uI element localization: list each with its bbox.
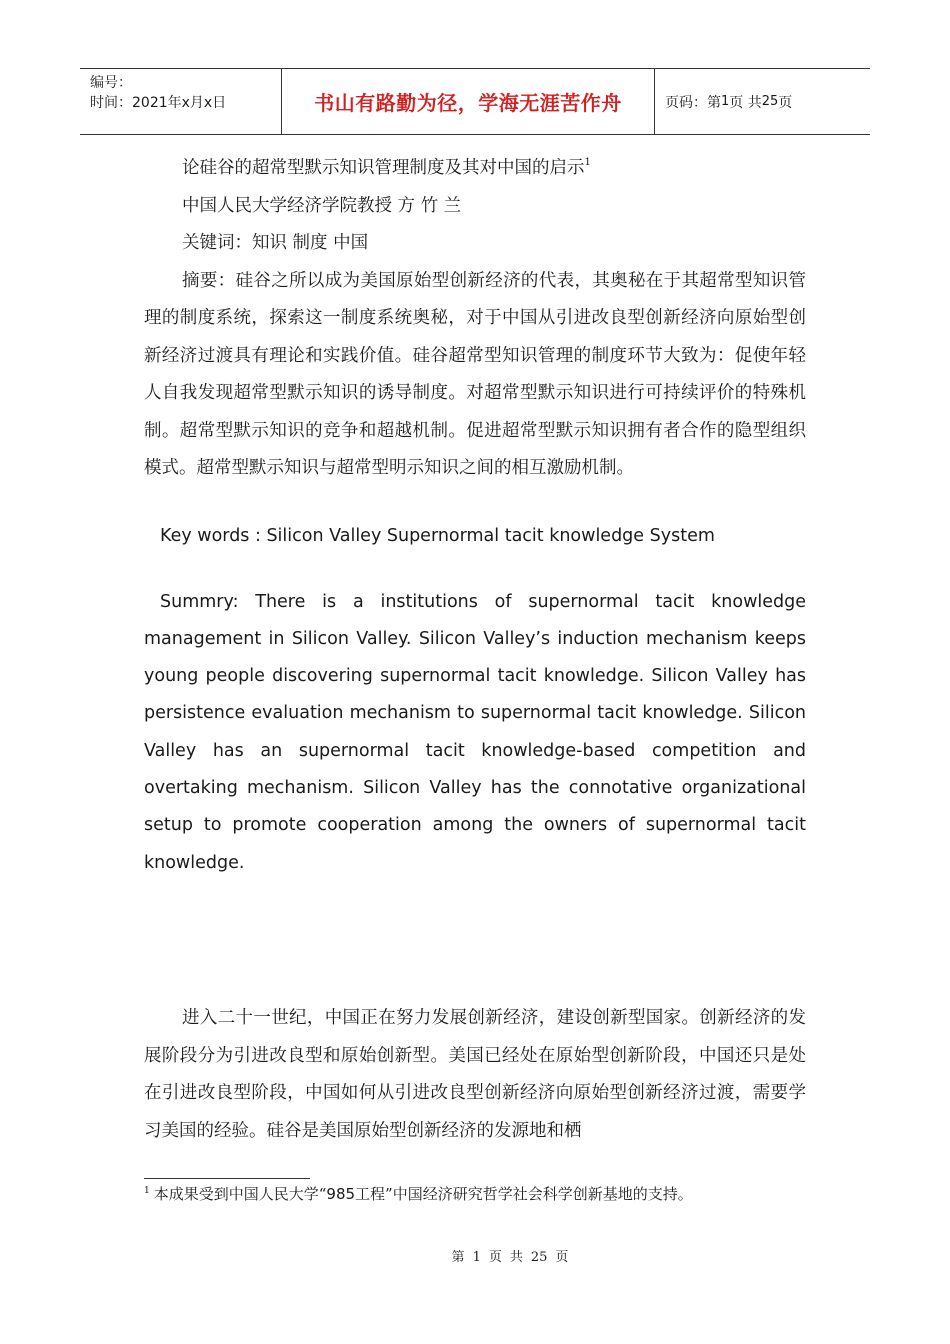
footer-total-pages: 25 — [530, 1250, 548, 1265]
body-paragraph-block — [144, 1000, 806, 1150]
article-content — [144, 150, 806, 882]
footnote-divider — [144, 1178, 310, 1179]
footnote-mark: 1 — [144, 1186, 150, 1196]
header-motto-cell — [282, 69, 655, 134]
summary-en-block — [144, 584, 806, 882]
header-page-current: 1 — [721, 94, 730, 109]
header-page-mid: 页 共 — [729, 94, 762, 111]
keywords-cn: 关键词：知识 制度 中国 — [182, 233, 369, 253]
page-footer — [0, 1246, 950, 1265]
footnote-text-a: 本成果受到中国人民大学“ — [153, 1185, 327, 1203]
footnote-text-b: 工程”中国经济研究哲学社会科学创新基地的支持。 — [355, 1185, 693, 1203]
header-page-cell — [655, 69, 870, 134]
footer-ye: 页 — [488, 1250, 502, 1265]
article-author: 中国人民大学经济学院教授 方 竹 兰 — [182, 195, 462, 216]
document-number-label: 编号： — [90, 75, 132, 91]
footnote-text-num: 985 — [326, 1185, 356, 1203]
document-header — [80, 68, 870, 135]
article-title: 论硅谷的超常型默示知识管理制度及其对中国的启示 — [182, 158, 585, 178]
article-title-line — [144, 150, 806, 188]
header-page-total: 25 — [761, 94, 779, 109]
abstract-cn: 摘要：硅谷之所以成为美国原始型创新经济的代表，其奥秘在于其超常型知识管理的制度系统，探索这一制度系统奥秘，对于中国从引进改良型创新经济向原始型创新经济过渡具有理论和实践价值。硅谷超常型知识管理的制度环节大致为：促使年轻人自我发现超常型默示知识的诱导制度。对超常型默示知识进行可持续评价的特殊机制。超常型默示知识的竞争和超越机制。促进超常型默示知识拥有者合作的隐型组织模式。超常型默示知识与超常型明示知识之间的相互激励机制。 — [144, 270, 806, 478]
footer-current-page: 1 — [472, 1250, 481, 1265]
summary-en: Summry: There is a institutions of supernormal tacit knowledge management in Silicon Valley. Silicon Valley’s induction mechanism keeps young people discovering supernormal tacit knowledge. Silicon Valley has persistence evaluation mechanism to supernormal tacit knowledge. Silicon Valley has an supernormal tacit knowledge-based competition and overtaking mechanism. Silicon Valley has the connotative organizational setup to promote cooperation among the owners of supernormal tacit knowledge. — [144, 591, 806, 873]
header-page-prefix: 页码：第 — [665, 94, 721, 111]
document-time-label: 时间：2021年x月x日 — [90, 95, 227, 111]
keywords-en: Key words : Silicon Valley Supernormal tacit knowledge System — [160, 525, 715, 546]
header-page-suffix: 页 — [778, 94, 793, 111]
body-paragraph-1: 进入二十一世纪，中国正在努力发展创新经济，建设创新型国家。创新经济的发展阶段分为引进改良型和原始创新型。美国已经处在原始型创新阶段，中国还只是处在引进改良型阶段，中国如何从引进改良型创新经济向原始型创新经济过渡，需要学习美国的经验。硅谷是美国原始型创新经济的发源地和栖 — [144, 1008, 806, 1141]
footer-gong: 共 — [509, 1250, 523, 1265]
header-meta-cell — [80, 69, 282, 134]
title-footnote-mark: 1 — [584, 157, 591, 168]
header-motto: 书山有路勤为径，学海无涯苦作舟 — [314, 91, 622, 115]
footnote — [144, 1183, 806, 1206]
footer-ye-end: 页 — [555, 1250, 569, 1265]
footer-di: 第 — [451, 1250, 465, 1265]
